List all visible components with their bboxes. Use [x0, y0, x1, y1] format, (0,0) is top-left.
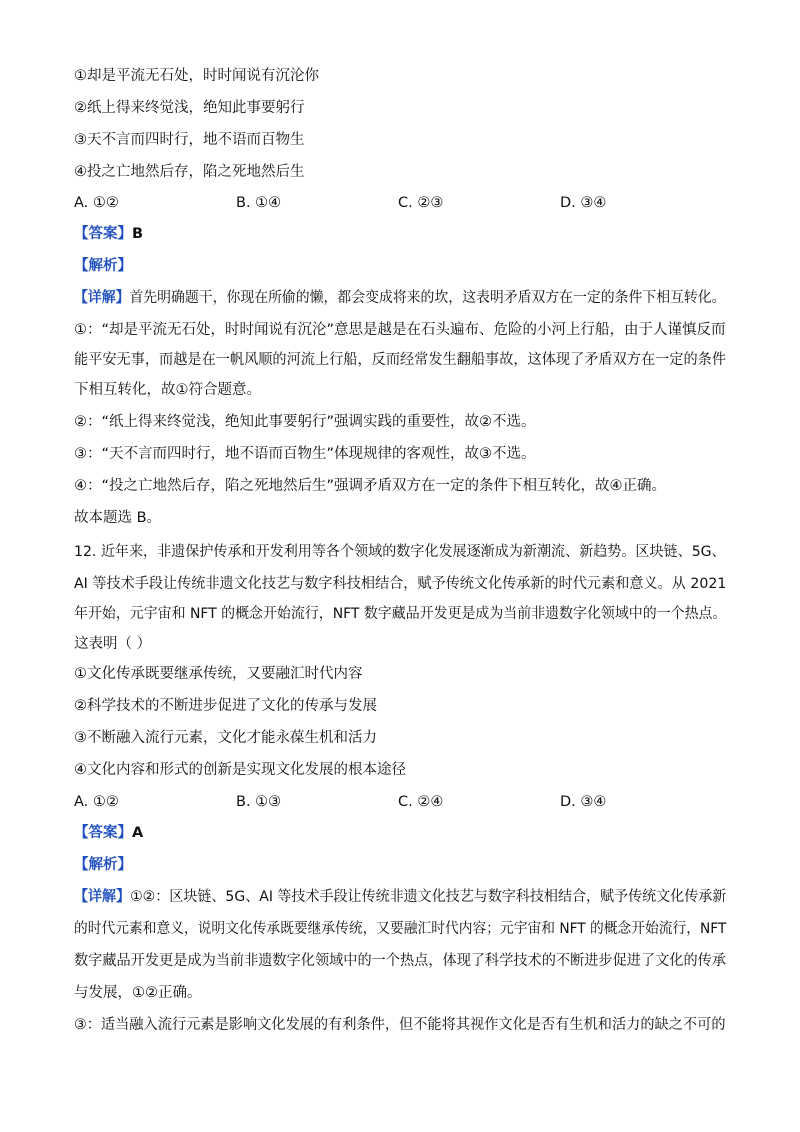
- q11-detail-line-7: ④：“投之亡地然后存，陷之死地然后生”强调矛盾双方在一定的条件下相互转化，故④正确。: [74, 478, 667, 494]
- q12-statement-1: ①文化传承既要继承传统，又要融汇时代内容: [74, 666, 363, 682]
- q12-statement-2: ②科学技术的不断进步促进了文化的传承与发展: [74, 698, 377, 714]
- q12-stem-line-4: 这表明（ ）: [74, 636, 152, 652]
- q12-option-d: D. ③④: [560, 794, 607, 810]
- q12-statement-4: ④文化内容和形式的创新是实现文化发展的根本途径: [74, 762, 406, 778]
- q11-options: [74, 193, 714, 213]
- detail-tag: 【详解】: [74, 889, 131, 905]
- q11-conclusion: 故本题选 B。: [74, 510, 162, 526]
- q12-detail-line-2: 的时代元素和意义，说明文化传承既要继承传统，又要融汇时代内容；元宇宙和 NFT 的概念开始流行，NFT: [74, 921, 727, 937]
- q12-option-b: B. ①③: [236, 794, 282, 810]
- q11-detail-line-5: ②：“纸上得来终觉浅，绝知此事要躬行”强调实践的重要性，故②不选。: [74, 414, 536, 430]
- analysis-tag: 【解析】: [74, 258, 132, 274]
- q11-answer: [74, 224, 143, 244]
- q12-detail-line-1: [74, 887, 726, 907]
- analysis-tag: 【解析】: [74, 857, 132, 873]
- q11-detail-line-1: [74, 288, 726, 308]
- q12-option-a: A. ①②: [74, 794, 119, 810]
- q12-detail-line-5: ③：适当融入流行元素是影响文化发展的有利条件，但不能将其视作文化是否有生机和活力的缺之不可的: [74, 1017, 726, 1033]
- q12-stem-line-2: AI 等技术手段让传统非遗文化技艺与数字科技相结合，赋予传统文化传承新的时代元素和意义。从 2021: [74, 576, 727, 592]
- q11-option-b: B. ①④: [236, 195, 282, 211]
- q11-statement-4: ④投之亡地然后存，陷之死地然后生: [74, 164, 305, 180]
- q11-detail-line-2: ①：“却是平流无石处，时时闻说有沉沦”意思是越是在石头遍布、危险的小河上行船，由于人谨慎反而: [74, 322, 726, 338]
- detail-tag: 【详解】: [74, 290, 130, 306]
- answer-tag: 【答案】: [74, 825, 132, 841]
- answer-tag: 【答案】: [74, 226, 132, 242]
- q12-analysis-tag: [74, 855, 132, 875]
- q12-answer: [74, 823, 143, 843]
- q12-stem-line-3: 年开始，元宇宙和 NFT 的概念开始流行，NFT 数字藏品开发更是成为当前非遗数字化领域中的一个热点。: [74, 606, 727, 622]
- q11-option-c: C. ②③: [398, 195, 444, 211]
- q12-options: [74, 792, 714, 812]
- q11-option-a: A. ①②: [74, 195, 119, 211]
- answer-value: B: [132, 226, 144, 242]
- q11-statement-2: ②纸上得来终觉浅，绝知此事要躬行: [74, 100, 305, 116]
- detail-text: ①②：区块链、5G、AI 等技术手段让传统非遗文化技艺与数字科技相结合，赋予传统文化传承新: [130, 889, 727, 905]
- q11-statement-3: ③天不言而四时行，地不语而百物生: [74, 132, 305, 148]
- q11-detail-line-3: 能平安无事，而越是在一帆风顺的河流上行船，反而经常发生翻船事故，这体现了矛盾双方在一定的条件: [74, 352, 726, 368]
- q11-analysis-tag: [74, 256, 132, 276]
- q12-stem-line-1: 12. 近年来，非遗保护传承和开发利用等各个领域的数字化发展逐渐成为新潮流、新趋势。区块链、5G、: [74, 544, 726, 560]
- q12-statement-3: ③不断融入流行元素，文化才能永葆生机和活力: [74, 730, 377, 746]
- q11-detail-line-6: ③：“天不言而四时行，地不语而百物生”体现规律的客观性，故③不选。: [74, 446, 536, 462]
- q11-detail-line-4: 下相互转化，故①符合题意。: [74, 382, 261, 398]
- q12-detail-line-3: 数字藏品开发更是成为当前非遗数字化领域中的一个热点，体现了科学技术的不断进步促进了文化的传承: [74, 953, 726, 969]
- q12-option-c: C. ②④: [398, 794, 444, 810]
- detail-text: 首先明确题干，你现在所偷的懒，都会变成将来的坎，这表明矛盾双方在一定的条件下相互转化。: [129, 290, 726, 306]
- answer-value: A: [132, 825, 144, 841]
- q11-statement-1: ①却是平流无石处，时时闻说有沉沦你: [74, 68, 319, 84]
- q11-option-d: D. ③④: [560, 195, 607, 211]
- q12-detail-line-4: 与发展，①②正确。: [74, 985, 202, 1001]
